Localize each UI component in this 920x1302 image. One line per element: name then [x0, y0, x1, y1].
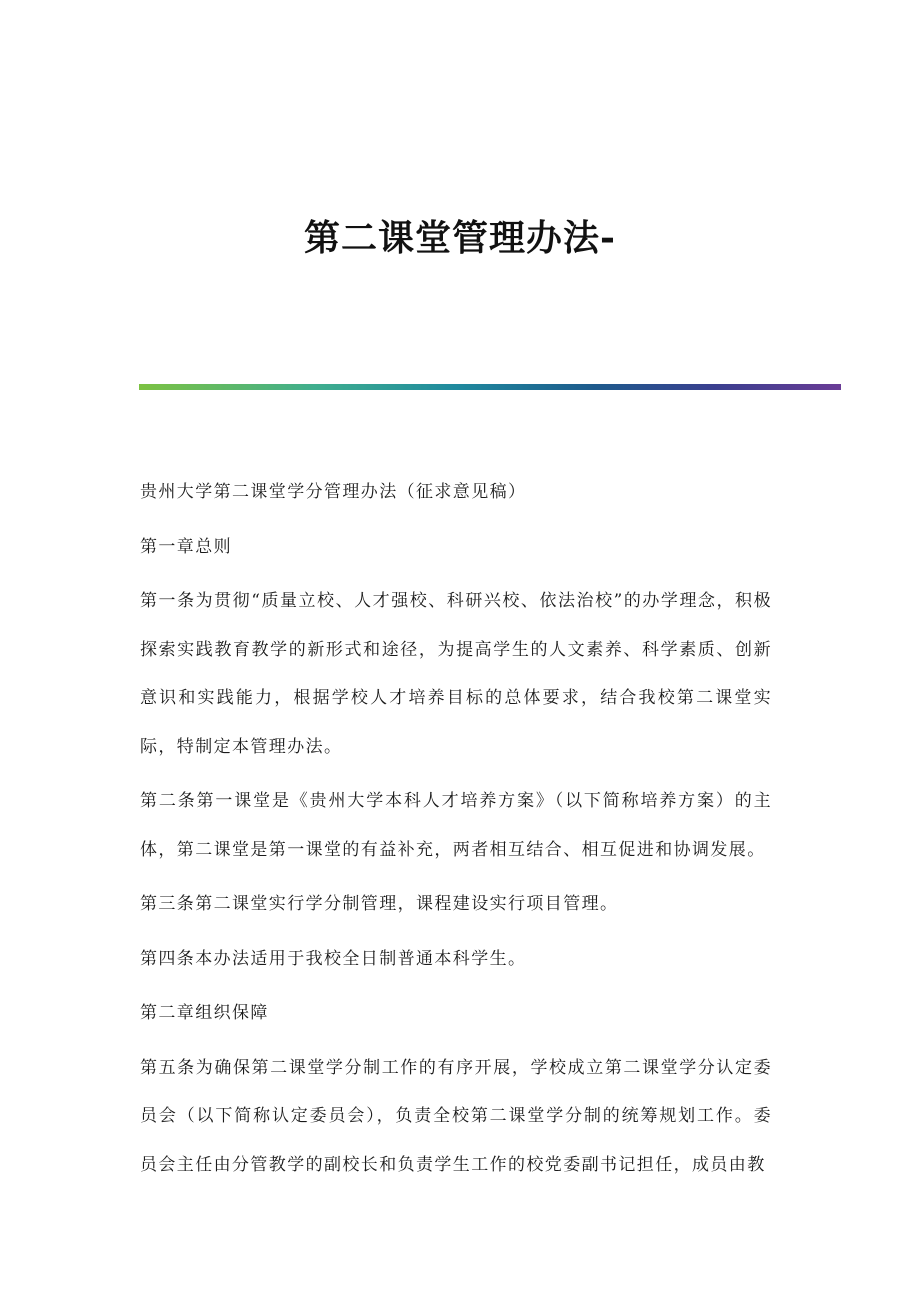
article-paragraph: 第一条为贯彻“质量立校、人才强校、科研兴校、依法治校”的办学理念，积极探索实践教育教学的新形式和途径，为提高学生的人文素养、科学素质、创新意识和实践能力，根据学校人才培养目标的总体要求，结合我校第二课堂实际，特制定本管理办法。 [140, 591, 772, 757]
chapter-heading: 第二章组织保障 [140, 1003, 269, 1023]
article-paragraph: 第五条为确保第二课堂学分制工作的有序开展，学校成立第二课堂学分认定委员会（以下简称认定委员会），负责全校第二课堂学分制的统筹规划工作。委员会主任由分管教学的副校长和负责学生工作的校党委副书记担任，成员由教 [140, 1057, 772, 1175]
article-paragraph: 第三条第二课堂实行学分制管理，课程建设实行项目管理。 [140, 894, 619, 914]
document-subtitle: 贵州大学第二课堂学分管理办法（征求意见稿） [140, 482, 527, 502]
title-divider [139, 384, 841, 390]
document-body [140, 468, 772, 1189]
article-paragraph: 第四条本办法适用于我校全日制普通本科学生。 [140, 948, 527, 969]
article-paragraph: 第二条第一课堂是《贵州大学本科人才培养方案》（以下简称培养方案）的主体，第二课堂是第一课堂的有益补充，两者相互结合、相互促进和协调发展。 [140, 791, 772, 860]
chapter-heading: 第一章总则 [140, 536, 232, 557]
document-title: 第二课堂管理办法- [304, 217, 616, 259]
